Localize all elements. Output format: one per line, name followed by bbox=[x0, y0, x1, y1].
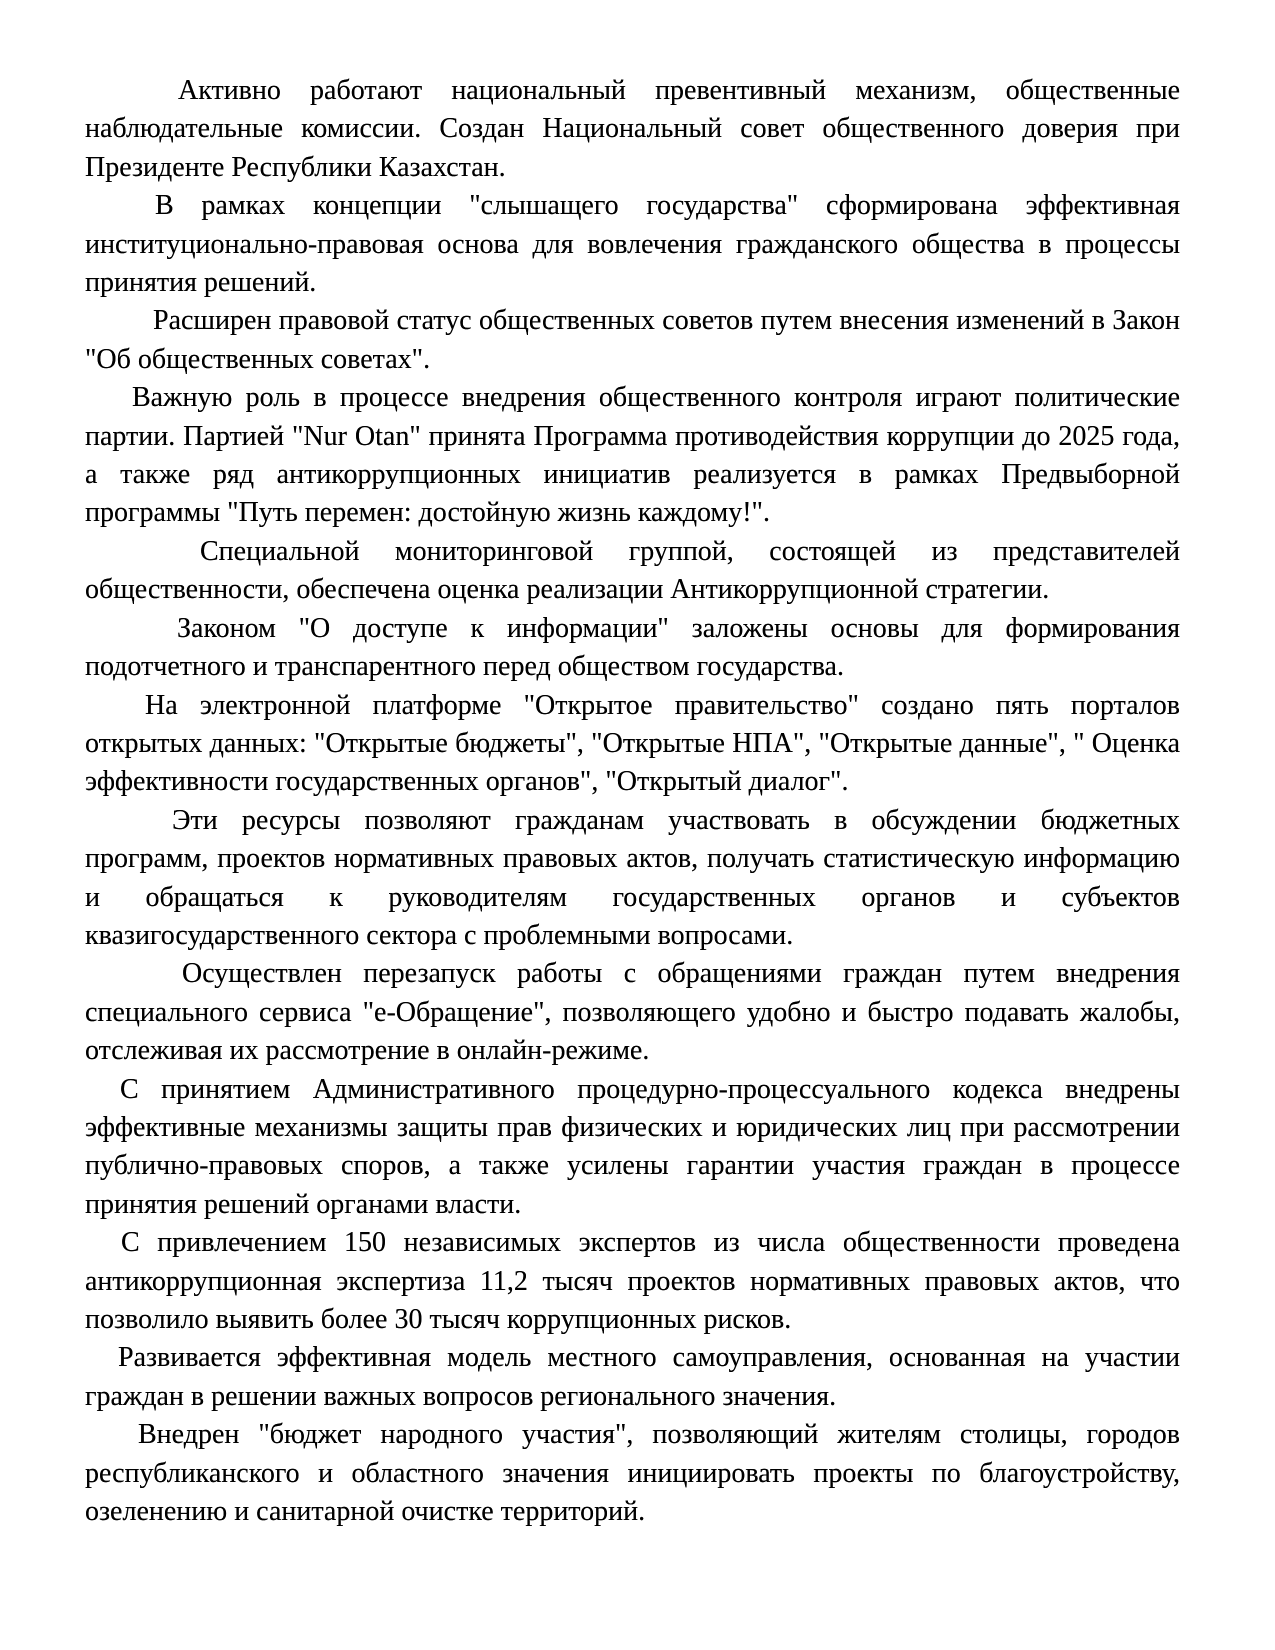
paragraph-hearing-state-concept: В рамках концепции "слышащего государства" сформирована эффективная институционально-правовая основа для вовлечения гражданского общества в процессы принятия решений. bbox=[85, 190, 1180, 299]
paragraph-monitoring-group: Специальной мониторинговой группой, состоящей из представителей общественности, обеспечена оценка реализации Антикоррупционной стратегии. bbox=[85, 535, 1180, 606]
paragraph-independent-experts: С привлечением 150 независимых экспертов из числа общественности проведена антикоррупционная экспертиза 11,2 тысяч проектов нормативных правовых актов, что позволило выявить более 30 тысяч коррупционных рисков. bbox=[85, 1227, 1180, 1335]
document-text-block bbox=[85, 72, 1180, 1531]
paragraph-local-self-government: Развивается эффективная модель местного самоуправления, основанная на участии граждан в решении важных вопросов регионального значения. bbox=[85, 1342, 1180, 1412]
paragraph-preventive-mechanism: Активно работают национальный превентивный механизм, общественные наблюдательные комиссии. Создан Национальный совет общественного доверия при Президенте Республики Казахстан. bbox=[85, 75, 1180, 183]
paragraph-participatory-budget: Внедрен "бюджет народного участия", позволяющий жителям столицы, городов республиканского и областного значения инициировать проекты по благоустройству, озеленению и санитарной очистке территорий. bbox=[85, 1419, 1180, 1528]
paragraph-open-government-portals: На электронной платформе "Открытое правительство" создано пять порталов открытых данных: "Открытые бюджеты", "Открытые НПА", "Открытые данные", " Оценка эффективности государственных органов", "Открытый диалог". bbox=[85, 689, 1180, 798]
paragraph-e-appeal-service: Осуществлен перезапуск работы с обращениями граждан путем внедрения специального сервиса "е-Обращение", позволяющего удобно и быстро подавать жалобы, отслеживая их рассмотрение в онлайн-режиме. bbox=[85, 958, 1180, 1067]
paragraph-citizen-resources: Эти ресурсы позволяют гражданам участвовать в обсуждении бюджетных программ, проектов нормативных правовых актов, получать статистическую информацию и обращаться к руководителям государственных органов и субъектов квазигосударственного сектора с проблемными вопросами. bbox=[85, 804, 1180, 951]
paragraph-political-parties: Важную роль в процессе внедрения общественного контроля играют политические партии. Партией "Nur Otan" принята Программа противодействия коррупции до 2025 года, а также ряд антикоррупционных инициатив реализуется в рамках Предвыборной программы "Путь перемен: достойную жизнь каждому!". bbox=[85, 382, 1180, 529]
paragraph-access-to-information: Законом "О доступе к информации" заложены основы для формирования подотчетного и транспарентного перед обществом государства. bbox=[85, 612, 1180, 683]
paragraph-administrative-code: С принятием Административного процедурно-процессуального кодекса внедрены эффективные механизмы защиты прав физических и юридических лиц при рассмотрении публично-правовых споров, а также усилены гарантии участия граждан в процессе принятия решений органами власти. bbox=[85, 1073, 1180, 1220]
paragraph-public-councils-law: Расширен правовой статус общественных советов путем внесения изменений в Закон "Об общественных советах". bbox=[85, 305, 1180, 375]
